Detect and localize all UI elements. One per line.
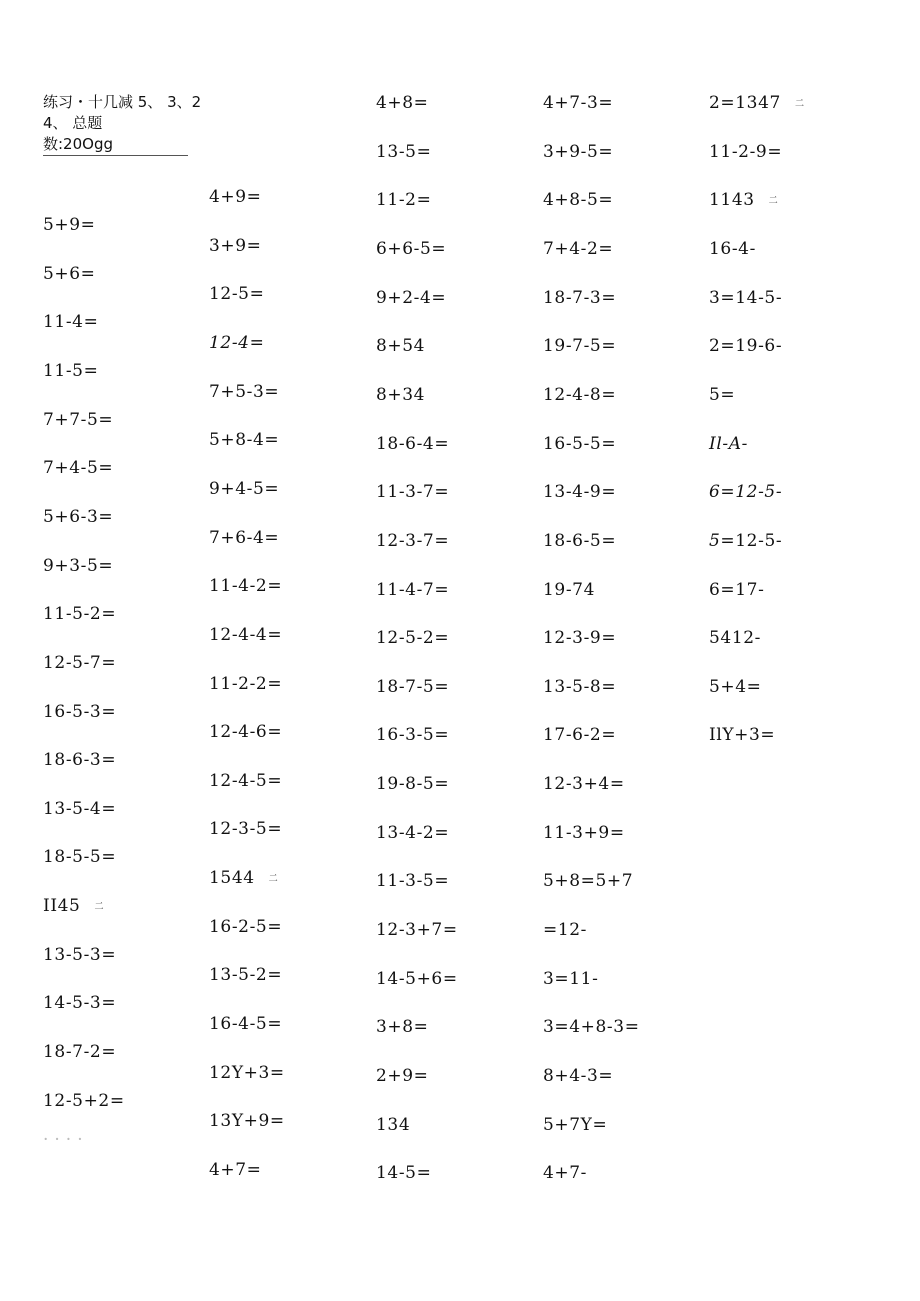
math-problem: [209, 1110, 285, 1132]
problem-text: 13-4-2=: [376, 823, 450, 843]
problem-text: 13Y+9=: [209, 1111, 285, 1131]
problem-text: 12-5=: [209, 284, 265, 304]
math-problem: [709, 481, 782, 503]
problem-text: 8+54: [376, 336, 426, 356]
math-problem: [209, 186, 262, 208]
math-problem: [543, 724, 616, 746]
problem-text: 11-3+9=: [543, 823, 625, 843]
problem-text: 11-4=: [43, 312, 99, 332]
math-problem: [209, 964, 282, 986]
math-problem: [543, 287, 616, 309]
problem-text: 5+8-4=: [209, 430, 280, 450]
math-problem: [376, 773, 449, 795]
math-problem: [709, 724, 775, 746]
problem-text: 4+7-3=: [543, 93, 614, 113]
math-problem: [376, 919, 458, 941]
header-title-line: 练习・十几减 5、 3、2: [43, 93, 202, 111]
math-problem: [376, 92, 429, 114]
problem-text: 16-4-: [709, 239, 756, 259]
math-problem: [209, 770, 282, 792]
math-problem: [209, 1159, 262, 1181]
problem-text: 3=14-5-: [709, 288, 783, 308]
math-problem: [543, 481, 616, 503]
math-problem: [543, 919, 587, 941]
math-problem: [376, 724, 449, 746]
math-problem: [543, 92, 613, 114]
math-problem: [376, 141, 431, 163]
math-problem: [543, 870, 633, 892]
math-problem: [43, 457, 113, 479]
math-problem: [209, 575, 282, 597]
problem-text: 13-5-4=: [43, 799, 117, 819]
math-problem: [543, 627, 616, 649]
problem-text: 12-5-7=: [43, 653, 117, 673]
problem-text: 16-5-3=: [43, 702, 117, 722]
problem-text: 18-7-2=: [43, 1042, 117, 1062]
problem-text: 13-4-9=: [543, 482, 617, 502]
problem-text: 5412-: [709, 628, 762, 648]
problem-text: 12-4=: [209, 333, 265, 353]
math-problem: [709, 287, 782, 309]
math-problem: [376, 1016, 429, 1038]
math-problem: [43, 944, 116, 966]
math-problem: [209, 916, 282, 938]
problem-text: 6=17-: [709, 580, 765, 600]
problem-text: 6=12-5-: [709, 482, 783, 502]
math-problem: [43, 846, 116, 868]
math-problem: [543, 773, 625, 795]
problem-text: =12-5-: [720, 531, 783, 551]
math-problem: [209, 381, 279, 403]
math-problem: [43, 506, 113, 528]
problem-text: II45: [43, 896, 81, 916]
math-problem: [376, 676, 449, 698]
problem-text: 19-8-5=: [376, 774, 450, 794]
problem-text: 18-6-5=: [543, 531, 617, 551]
problem-text: 8+34: [376, 385, 426, 405]
math-problem: [709, 92, 804, 115]
math-problem: [209, 527, 279, 549]
math-problem: [43, 701, 116, 723]
problem-text: 18-6-4=: [376, 434, 450, 454]
math-problem: [709, 335, 782, 357]
problem-text: 11-2-9=: [709, 142, 783, 162]
problem-text: 13-5-3=: [43, 945, 117, 965]
problem-text: 3+9-5=: [543, 142, 614, 162]
math-problem: [43, 311, 98, 333]
math-problem: [209, 818, 282, 840]
problem-text: 11-5-2=: [43, 604, 117, 624]
problem-text: 2=19-6-: [709, 336, 783, 356]
problem-text: 11-2-2=: [209, 674, 283, 694]
math-problem: [43, 798, 116, 820]
problem-text: 12-4-8=: [543, 385, 617, 405]
problem-text: 8+4-3=: [543, 1066, 614, 1086]
problem-text: 13-5-2=: [209, 965, 283, 985]
problem-text: 4+8-5=: [543, 190, 614, 210]
math-problem: [543, 676, 616, 698]
problem-text: 5=: [709, 385, 736, 405]
problem-text: 1143: [709, 190, 755, 210]
problem-text: IlY+3=: [709, 725, 776, 745]
problem-text: 12Y+3=: [209, 1063, 285, 1083]
problem-mark: 二: [794, 98, 804, 109]
problem-mark: 二: [768, 195, 778, 206]
problem-text: 13-5=: [376, 142, 432, 162]
problem-text: 12-3-9=: [543, 628, 617, 648]
math-problem: [209, 478, 279, 500]
problem-text: 12-4-6=: [209, 722, 283, 742]
math-problem: [709, 384, 735, 406]
math-problem: [43, 992, 116, 1014]
math-problem: [376, 433, 449, 455]
problem-text: 18-7-5=: [376, 677, 450, 697]
problem-text: 4+8=: [376, 93, 429, 113]
math-problem: [543, 579, 595, 601]
math-problem: [709, 676, 762, 698]
math-problem: [709, 189, 778, 212]
header-subtitle-line: 4、 总题: [43, 114, 103, 132]
problem-text: Il-A-: [709, 434, 748, 454]
problem-text: 3=4+8-3=: [543, 1017, 640, 1037]
math-problem: [543, 968, 598, 990]
problem-text: 5+7Y=: [543, 1115, 608, 1135]
math-problem: [376, 579, 449, 601]
math-problem: [543, 1162, 587, 1184]
math-problem: [209, 721, 282, 743]
problem-text: 13-5-8=: [543, 677, 617, 697]
math-problem: [376, 238, 446, 260]
math-problem: [709, 141, 782, 163]
problem-text: 11-5=: [43, 361, 99, 381]
math-problem: [43, 555, 113, 577]
math-problem: [43, 1090, 125, 1112]
cut-off-text-fragment: ····: [43, 1130, 89, 1150]
problem-text: 5+6=: [43, 264, 96, 284]
math-problem: [376, 384, 425, 406]
math-problem: [543, 335, 616, 357]
problem-text: 7+6-4=: [209, 528, 280, 548]
math-problem: [209, 1013, 282, 1035]
math-problem: [43, 895, 103, 918]
worksheet-header: [43, 92, 202, 156]
math-problem: [43, 263, 96, 285]
problem-text: 9+2-4=: [376, 288, 447, 308]
math-problem: [209, 283, 264, 305]
problem-mark: 二: [94, 901, 104, 912]
math-problem: [543, 189, 613, 211]
problem-text: 16-5-5=: [543, 434, 617, 454]
math-problem: [709, 627, 761, 649]
math-problem: [209, 867, 278, 890]
math-problem: [376, 870, 449, 892]
math-problem: [376, 189, 431, 211]
problem-text: 14-5-3=: [43, 993, 117, 1013]
problem-text: 11-3-7=: [376, 482, 450, 502]
math-problem: [43, 360, 98, 382]
problem-text: 16-4-5=: [209, 1014, 283, 1034]
math-problem: [209, 235, 262, 257]
math-problem: [709, 530, 782, 552]
problem-text: 3+8=: [376, 1017, 429, 1037]
problem-text: 7+4-5=: [43, 458, 114, 478]
problem-text: =12-: [543, 920, 588, 940]
problem-text: 11-4-2=: [209, 576, 283, 596]
problem-text: 1544: [209, 868, 255, 888]
math-problem: [43, 1041, 116, 1063]
problem-text: 7+7-5=: [43, 410, 114, 430]
math-problem: [209, 429, 279, 451]
problem-text: 12-3+7=: [376, 920, 458, 940]
problem-text: 4+7=: [209, 1160, 262, 1180]
math-problem: [376, 968, 458, 990]
problem-text: 5+9=: [43, 215, 96, 235]
problem-text: 19-7-5=: [543, 336, 617, 356]
problem-text: 4+7-: [543, 1163, 588, 1183]
problem-text: 9+4-5=: [209, 479, 280, 499]
problem-text: 3=11-: [543, 969, 599, 989]
math-problem: [43, 214, 96, 236]
problem-text: 11-4-7=: [376, 580, 450, 600]
problem-text: 12-3-5=: [209, 819, 283, 839]
math-problem: [43, 409, 113, 431]
math-problem: [376, 822, 449, 844]
math-problem: [209, 1062, 285, 1084]
math-problem: [376, 335, 425, 357]
math-problem: [543, 822, 625, 844]
math-problem: [543, 530, 616, 552]
math-problem: [209, 624, 282, 646]
math-problem: [376, 627, 449, 649]
problem-text: 12-3+4=: [543, 774, 625, 794]
problem-text: 14-5=: [376, 1163, 432, 1183]
math-problem: [376, 481, 449, 503]
problem-text: 17-6-2=: [543, 725, 617, 745]
problem-text: 19-74: [543, 580, 596, 600]
problem-text: 12-3-7=: [376, 531, 450, 551]
problem-text: 7+4-2=: [543, 239, 614, 259]
math-problem: [43, 652, 116, 674]
math-problem: [709, 433, 748, 455]
problem-text: 134: [376, 1115, 411, 1135]
problem-text: 18-6-3=: [43, 750, 117, 770]
math-problem: [43, 603, 116, 625]
problem-text: 12-5-2=: [376, 628, 450, 648]
problem-text: 2=1347: [709, 93, 781, 113]
problem-mark: 二: [268, 873, 278, 884]
problem-text: 3+9=: [209, 236, 262, 256]
problem-text: 5+8=5+7: [543, 871, 634, 891]
math-problem: [543, 1065, 613, 1087]
header-count-line: 数:20Ogg: [43, 134, 188, 156]
problem-text: 11-3-5=: [376, 871, 450, 891]
math-problem: [543, 1016, 640, 1038]
math-problem: [43, 749, 116, 771]
problem-text: 16-2-5=: [209, 917, 283, 937]
math-problem: [709, 579, 764, 601]
math-problem: [376, 1114, 410, 1136]
problem-text: 7+5-3=: [209, 382, 280, 402]
math-problem: [709, 238, 756, 260]
math-problem: [543, 433, 616, 455]
math-problem: [376, 530, 449, 552]
problem-text: 12-5+2=: [43, 1091, 125, 1111]
problem-text: 4+9=: [209, 187, 262, 207]
problem-text: 2+9=: [376, 1066, 429, 1086]
problem-text: 6+6-5=: [376, 239, 447, 259]
problem-text: 12-4-4=: [209, 625, 283, 645]
math-problem: [543, 141, 613, 163]
math-problem: [376, 1065, 429, 1087]
math-problem: [543, 384, 616, 406]
problem-italic-prefix: 5: [709, 531, 721, 551]
math-problem: [543, 1114, 607, 1136]
math-problem: [543, 238, 613, 260]
math-problem: [376, 287, 446, 309]
problem-text: 9+3-5=: [43, 556, 114, 576]
problem-text: 11-2=: [376, 190, 432, 210]
problem-text: 16-3-5=: [376, 725, 450, 745]
math-problem: [376, 1162, 431, 1184]
problem-text: 18-5-5=: [43, 847, 117, 867]
math-problem: [209, 332, 264, 354]
problem-text: 5+4=: [709, 677, 762, 697]
problem-text: 14-5+6=: [376, 969, 458, 989]
problem-text: 18-7-3=: [543, 288, 617, 308]
math-problem: [209, 673, 282, 695]
problem-text: 12-4-5=: [209, 771, 283, 791]
problem-text: 5+6-3=: [43, 507, 114, 527]
